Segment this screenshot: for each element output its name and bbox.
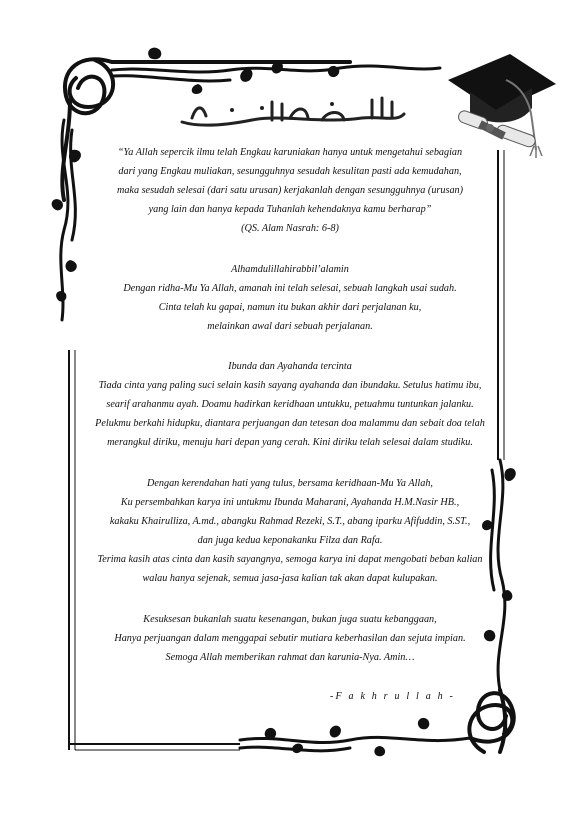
gratitude-line: Cinta telah ku gapai, namun itu bukan akhir dari perjalanan ku, — [158, 302, 422, 313]
parents-heading: Ibunda dan Ayahanda tercinta — [228, 361, 352, 372]
closing-paragraph — [80, 610, 500, 667]
dedication-line: walau hanya sejenak, semua jasa-jasa kalian tak akan dapat kulupakan. — [142, 573, 438, 584]
parents-line: Pelukmu berkahi hidupku, diantara perjuangan dan tetesan doa malammu dan sebait doa telah — [95, 418, 485, 429]
dedication-paragraph — [70, 474, 510, 588]
parents-paragraph — [70, 357, 510, 452]
quote-line: yang lain dan hanya kepada Tuhanlah kehendaknya kamu berharap” — [148, 204, 432, 215]
quote-line: dari yang Engkau muliakan, sesungguhnya sesudah kesulitan pasti ada kemudahan, — [118, 166, 462, 177]
closing-line: Semoga Allah memberikan rahmat dan karunia-Nya. Amin… — [165, 652, 415, 663]
bottom-vine — [240, 737, 470, 750]
bottom-vine-leaves — [265, 718, 430, 756]
left-vine-leaves — [52, 150, 81, 302]
parents-line: Tiada cinta yang paling suci selain kasih sayang ayahanda dan ibundaku. Setulus hatimu ibu, — [98, 380, 482, 391]
parents-line: merangkul diriku, menuju hari depan yang cerah. Kini diriku telah selesai dalam studiku. — [107, 437, 473, 448]
bismillah-calligraphy — [172, 94, 412, 132]
dedication-line: Ku persembahkan karya ini untukmu Ibunda Maharani, Ayahanda H.M.Nasir HB., — [120, 497, 460, 508]
dedication-line: kakaku Khairulliza, A.md., abangku Rahmad Rezeki, S.T., abang iparku Afifuddin, S.ST., — [109, 516, 471, 527]
parents-line: searif arahanmu ayah. Doamu hadirkan keridhaan untukku, petuahmu tuntunkan jalanku. — [106, 399, 474, 410]
closing-line: Kesuksesan bukanlah suatu kesenangan, bukan juga suatu kebanggaan, — [143, 614, 437, 625]
quote-citation: (QS. Alam Nasrah: 6-8) — [241, 223, 339, 234]
top-vine — [112, 66, 440, 81]
quote-line: maka sesudah selesai (dari satu urusan) kerjakanlah dengan sesungguhnya (urusan) — [116, 185, 464, 196]
top-vine-leaves — [148, 48, 339, 94]
gratitude-paragraph — [80, 260, 500, 336]
bottom-border-lines — [69, 744, 240, 750]
gratitude-line: Dengan ridha-Mu Ya Allah, amanah ini telah selesai, sebuah langkah usai sudah. — [123, 283, 457, 294]
closing-line: Hanya perjuangan dalam menggapai sebutir mutiara keberhasilan dan sejuta impian. — [114, 633, 466, 644]
dedication-line: dan juga kedua keponakanku Filza dan Rafa. — [197, 535, 383, 546]
dedication-line: Dengan kerendahan hati yang tulus, bersama keridhaan-Mu Ya Allah, — [147, 478, 433, 489]
gratitude-line: melainkan awal dari sebuah perjalanan. — [207, 321, 373, 332]
left-vine — [61, 120, 76, 320]
gratitude-line: Alhamdulillahirabbil’alamin — [231, 264, 349, 275]
quote-line: “Ya Allah sepercik ilmu telah Engkau karuniakan hanya untuk mengetahui sebagian — [117, 147, 463, 158]
dedication-line: Terima kasih atas cinta dan kasih sayangnya, semoga karya ini dapat mengobati beban kalian — [97, 554, 483, 565]
author-signature: -F a k h r u l l a h - — [330, 691, 456, 702]
quran-quote — [80, 143, 500, 238]
